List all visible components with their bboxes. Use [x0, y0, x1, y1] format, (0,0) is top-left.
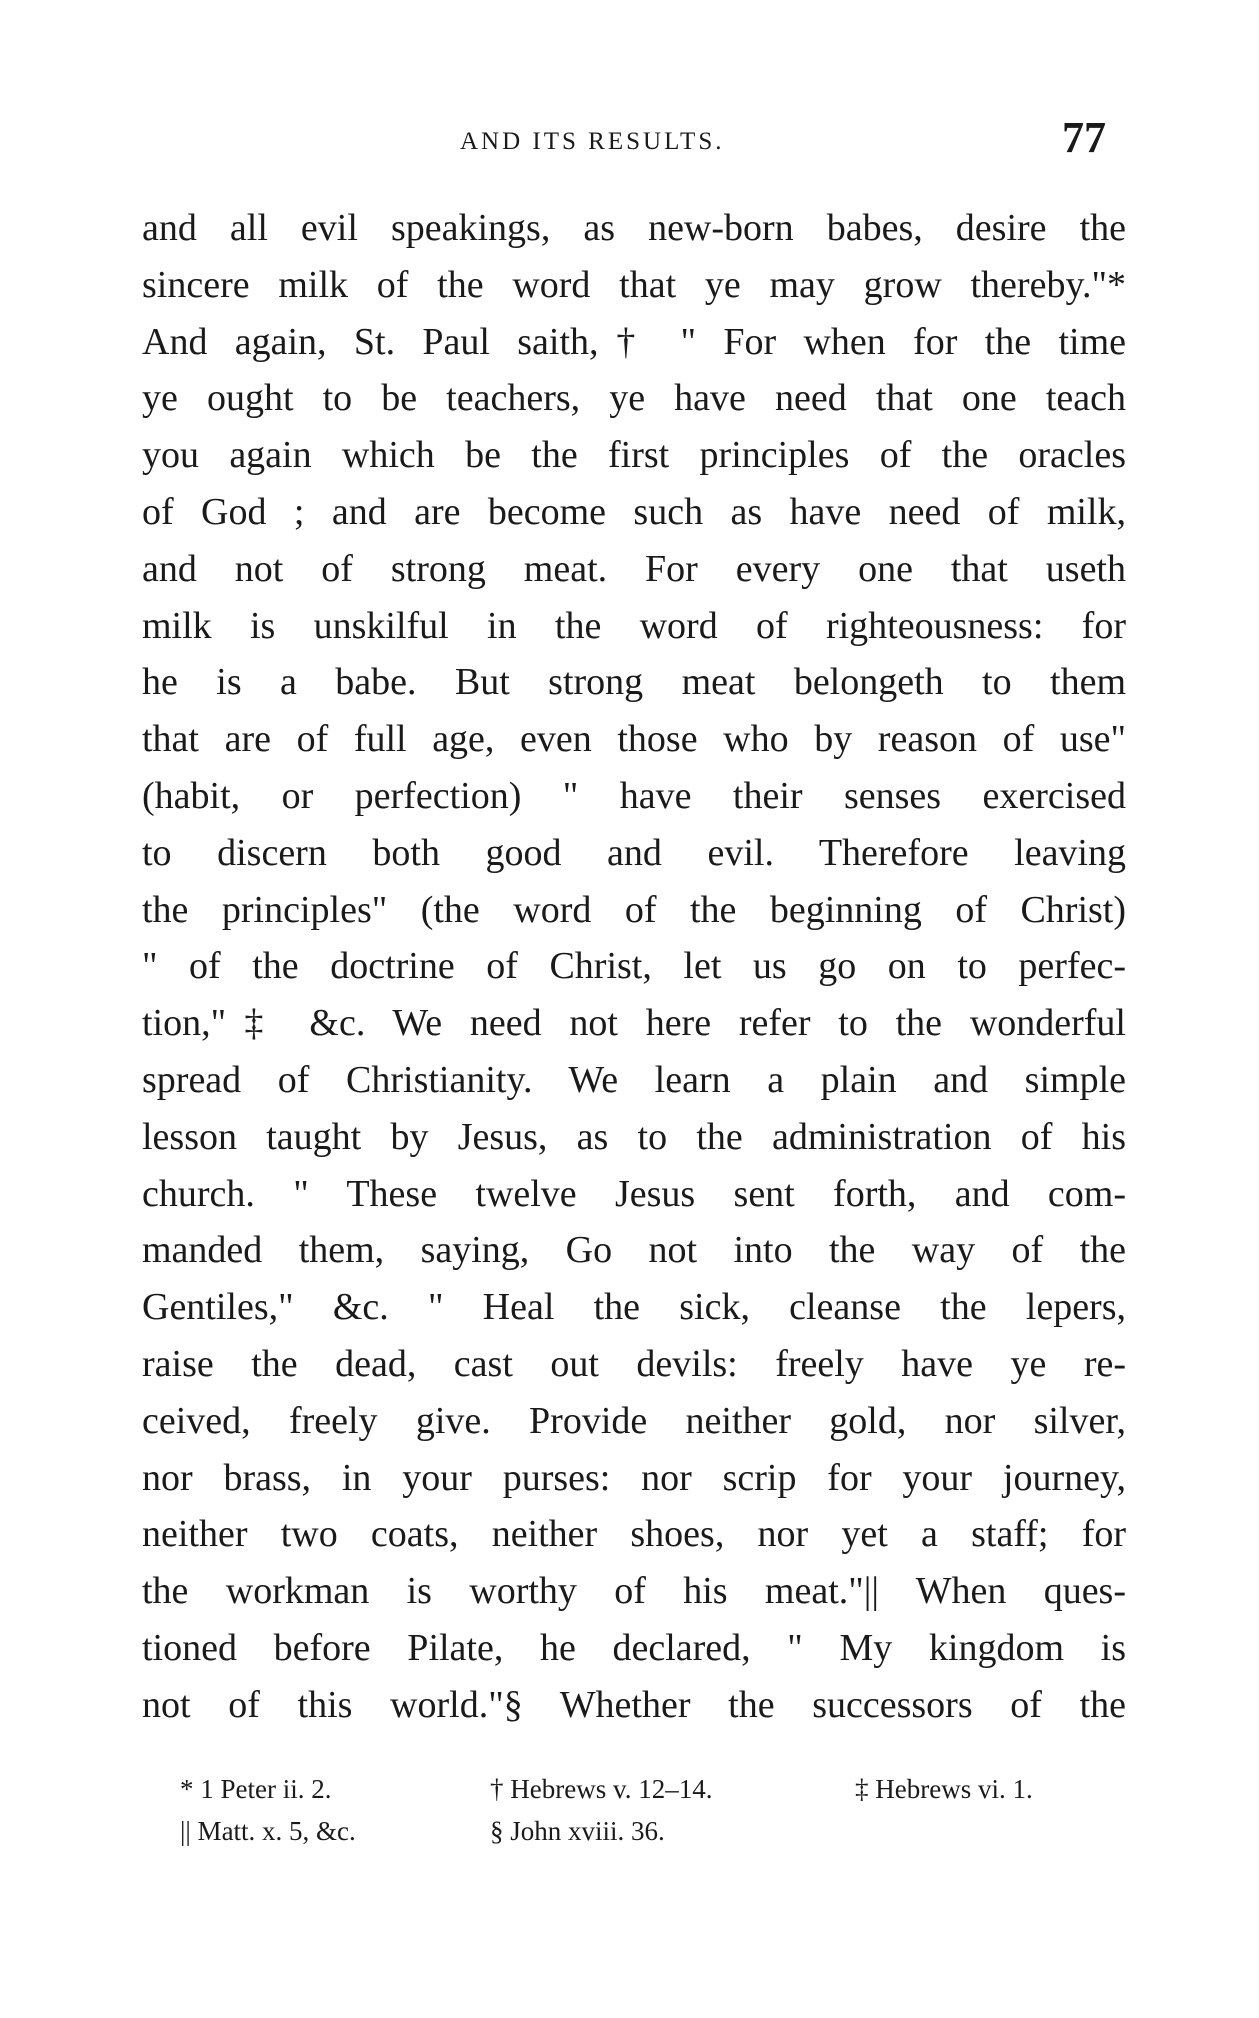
footnote: * 1 Peter ii. 2.	[180, 1774, 332, 1804]
footnote: † Hebrews v. 12–14.	[490, 1774, 713, 1804]
text-line: milk is unskilful in the word of righteousness: for	[142, 604, 1126, 647]
text-line: ye ought to be teachers, ye have need that one teach	[142, 377, 1126, 420]
text-line: Gentiles," &c. " Heal the sick, cleanse the lepers,	[142, 1286, 1126, 1329]
body-text	[142, 200, 1126, 1734]
text-line: the workman is worthy of his meat."|| When ques-	[142, 1570, 1126, 1613]
text-line: raise the dead, cast out devils: freely have ye re-	[142, 1342, 1126, 1385]
text-line: nor brass, in your purses: nor scrip for your journey,	[142, 1456, 1126, 1499]
text-line: tion,"‡ &c. We need not here refer to the wonderful	[142, 1002, 1126, 1045]
text-line: church. " These twelve Jesus sent forth, and com-	[142, 1172, 1126, 1215]
text-line: And again, St. Paul saith,† " For when for the time	[142, 320, 1126, 363]
text-line: tioned before Pilate, he declared, " My kingdom is	[142, 1626, 1126, 1669]
text-line: of God ; and are become such as have need of milk,	[142, 490, 1126, 533]
text-line: and not of strong meat. For every one that useth	[142, 547, 1126, 590]
text-line: " of the doctrine of Christ, let us go on to perfec-	[142, 945, 1126, 988]
text-line: ceived, freely give. Provide neither gold, nor silver,	[142, 1399, 1126, 1442]
text-line: sincere milk of the word that ye may grow thereby."*	[142, 263, 1126, 306]
footnote: || Matt. x. 5, &c.	[180, 1816, 356, 1846]
text-line: not of this world."§ Whether the successors of the	[142, 1683, 1126, 1726]
text-line: to discern both good and evil. Therefore leaving	[142, 831, 1126, 874]
text-line: spread of Christianity. We learn a plain and simple	[142, 1058, 1126, 1101]
text-line: lesson taught by Jesus, as to the administration of his	[142, 1115, 1126, 1158]
running-head: AND ITS RESULTS.	[460, 128, 725, 155]
footnote	[855, 1810, 1110, 1852]
text-line: (habit, or perfection) " have their senses exercised	[142, 774, 1126, 817]
text-line: you again which be the first principles of the oracles	[142, 434, 1126, 477]
footnote-row	[180, 1768, 1110, 1810]
footnote: § John xviii. 36.	[490, 1816, 665, 1846]
text-line: manded them, saying, Go not into the way of the	[142, 1229, 1126, 1272]
page-number: 77	[1062, 113, 1106, 162]
text-line: he is a babe. But strong meat belongeth to them	[142, 661, 1126, 704]
text-line: and all evil speakings, as new-born babes, desire the	[142, 207, 1126, 249]
text-line: that are of full age, even those who by reason of use"	[142, 718, 1126, 761]
footnote-row	[180, 1810, 1110, 1852]
footnote: ‡ Hebrews vi. 1.	[855, 1774, 1033, 1804]
footnotes	[180, 1768, 1110, 1852]
text-line: the principles" (the word of the beginning of Christ)	[142, 888, 1126, 931]
text-line: neither two coats, neither shoes, nor yet a staff; for	[142, 1513, 1126, 1556]
